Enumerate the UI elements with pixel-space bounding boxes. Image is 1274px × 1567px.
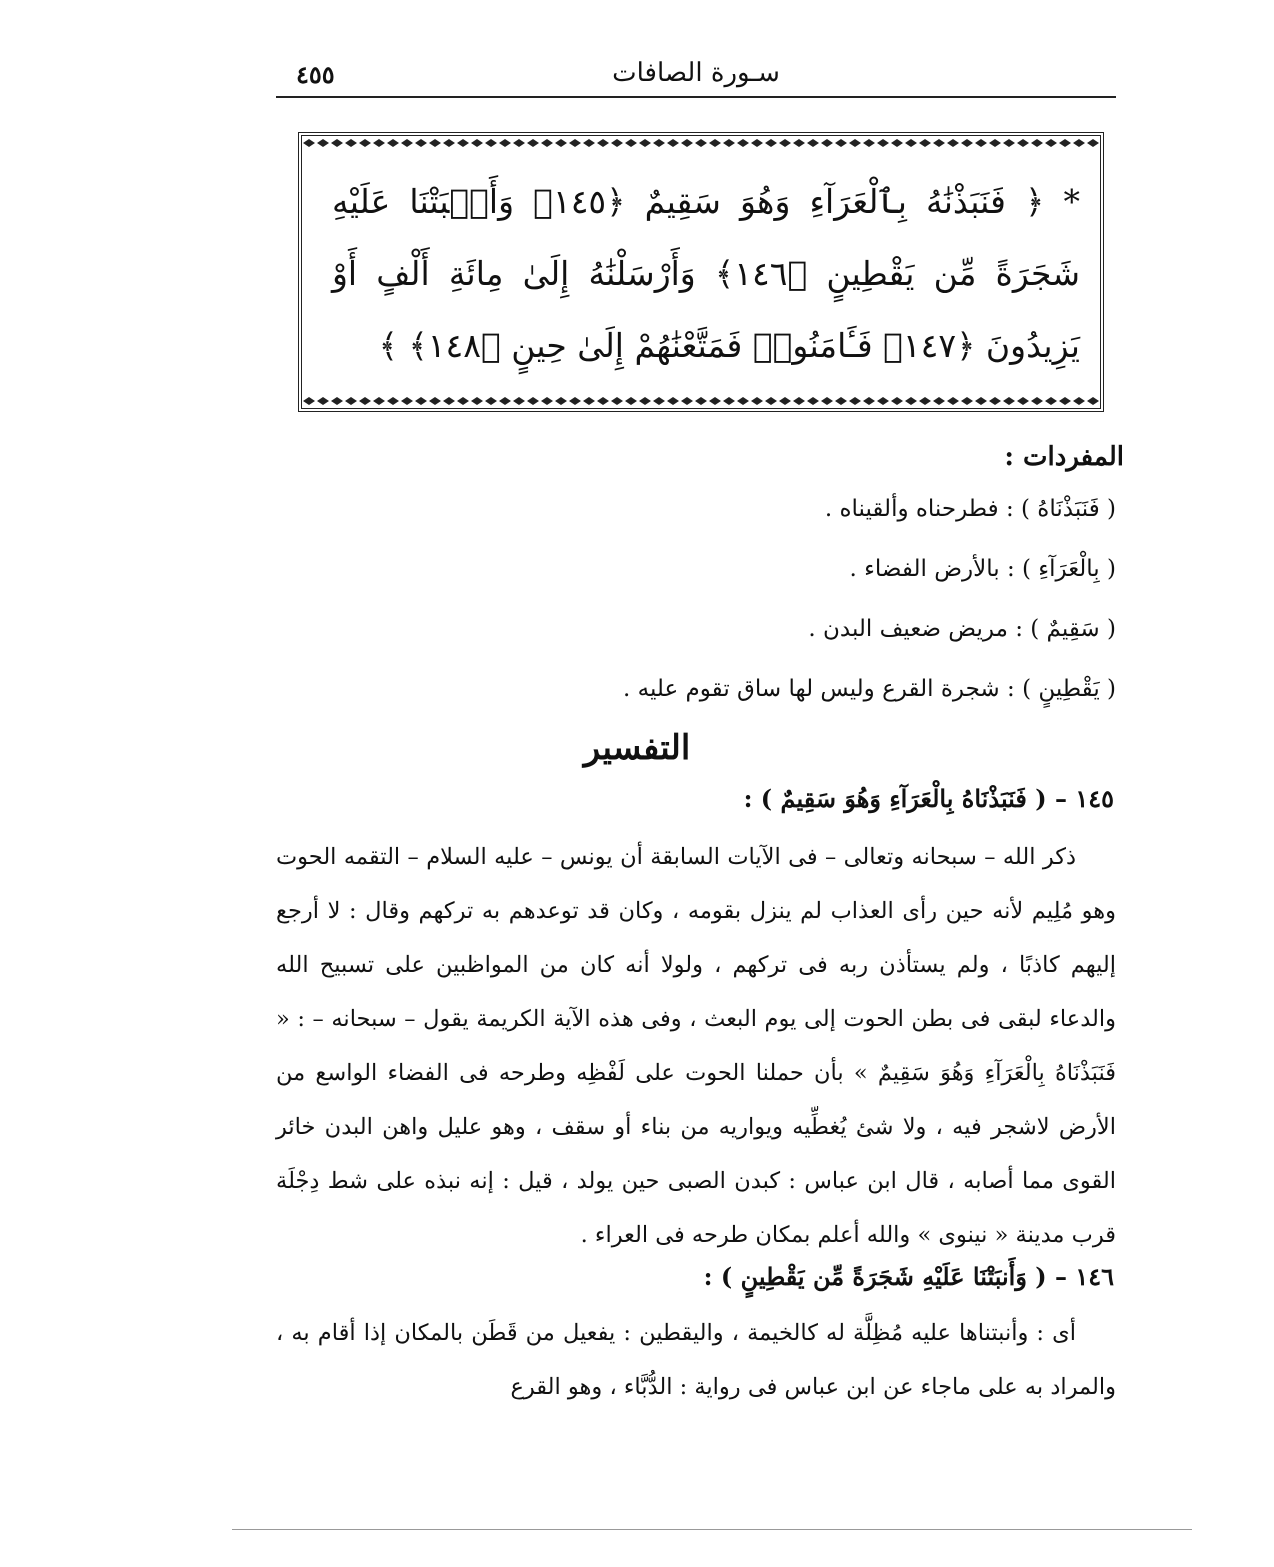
verse-146-reference: ١٤٦ – ( وَأَنبَتْنَا عَلَيْهِ شَجَرَةً مِّن يَقْطِينٍ ) : (703, 1262, 1114, 1291)
vocabulary-meaning: : بالأرض الفضاء . (849, 556, 1015, 582)
verse-text: * ﴿ فَنَبَذْنَٰهُ بِٱلْعَرَآءِ وَهُوَ سَقِيمٌ ﴿١٤٥﴾ وَأَنۢبَتْنَا عَلَيْهِ شَجَرَةً مِّن يَقْطِينٍ ﴿١٤٦﴾ وَأَرْسَلْنَٰهُ إِلَىٰ مِائَةِ أَلْفٍ أَوْ يَزِيدُونَ ﴿١٤٧﴾ فَـَٔامَنُوا۟ فَمَتَّعْنَٰهُمْ إِلَىٰ حِينٍ ﴿١٤٨﴾ ﴾ (332, 182, 1081, 365)
vocabulary-meaning: : مريض ضعيف البدن . (808, 616, 1023, 642)
verse-box (298, 132, 1104, 412)
vocabulary-list (416, 492, 1116, 732)
tafsir-text-145: ذكر الله – سبحانه وتعالى – فى الآيات السابقة أن يونس – عليه السلام – التقمه الحوت وهو مُلِيم لأنه حين رأى العذاب لم ينزل بقومه ، وكان قد توعدهم به تركهم وقال : لا أرجع إليهم كاذبًا ، ولم يستأذن ربه فى تركهم ، ولولا أنه كان من المواظبين على تسبيح الله والدعاء لبقى فى بطن الحوت إلى يوم البعث ، وفى هذه الآية الكريمة يقول – سبحانه – : « فَنَبَذْنَاهُ بِالْعَرَآءِ وَهُوَ سَقِيمٌ » بأن حملنا الحوت على لَفْظِه وطرحه فى الفضاء الواسع من الأرض لاشجر فيه ، ولا شئ يُغطِّيه ويواريه من بناء أو سقف ، وهو عليل واهن البدن خائر القوى مما أصابه ، قال ابن عباس : كبدن الصبى حين يولد ، قيل : إنه نبذه على شط دِجْلَة قرب مدينة « نينوى » والله أعلم بمكان طرحه فى العراء . (276, 844, 1116, 1248)
vocabulary-term: ( بِالْعَرَآءِ ) (1022, 556, 1116, 582)
tafsir-text-146: أى : وأنبتناها عليه مُظِلَّة له كالخيمة ، واليقطين : يفعيل من قَطَن بالمكان إذا أقام به ، والمراد به على ماجاء عن ابن عباس فى رواية : الدُّبَّاء ، وهو القرع (276, 1320, 1116, 1400)
vocabulary-term: ( فَنَبَذْنَاهُ ) (1021, 496, 1116, 522)
page-number: ٤٥٥ (296, 60, 335, 89)
tafsir-paragraph-145 (276, 830, 1116, 1262)
vocabulary-item (416, 492, 1116, 552)
vocabulary-item (416, 672, 1116, 732)
page-header (276, 56, 1116, 98)
vocabulary-term: ( سَقِيمٌ ) (1030, 616, 1116, 642)
vocabulary-item (416, 612, 1116, 672)
vocabulary-meaning: : شجرة القرع وليس لها ساق تقوم عليه . (623, 676, 1015, 702)
tafsir-title: التفسير (583, 728, 691, 768)
surah-title: سـورة الصافات (612, 58, 780, 88)
vocabulary-title: المفردات : (1004, 442, 1124, 472)
vocabulary-item (416, 552, 1116, 612)
vocabulary-term: ( يَقْطِينٍ ) (1022, 676, 1116, 702)
tafsir-paragraph-146 (276, 1306, 1116, 1414)
frame-ornament-bottom (302, 397, 1100, 405)
frame-ornament-top (302, 139, 1100, 147)
vocabulary-meaning: : فطرحناه وألقيناه . (824, 496, 1014, 522)
verse-145-reference: ١٤٥ – ( فَنَبَذْنَاهُ بِالْعَرَآءِ وَهُوَ سَقِيمٌ ) : (743, 784, 1114, 813)
footer-rule (232, 1529, 1192, 1530)
